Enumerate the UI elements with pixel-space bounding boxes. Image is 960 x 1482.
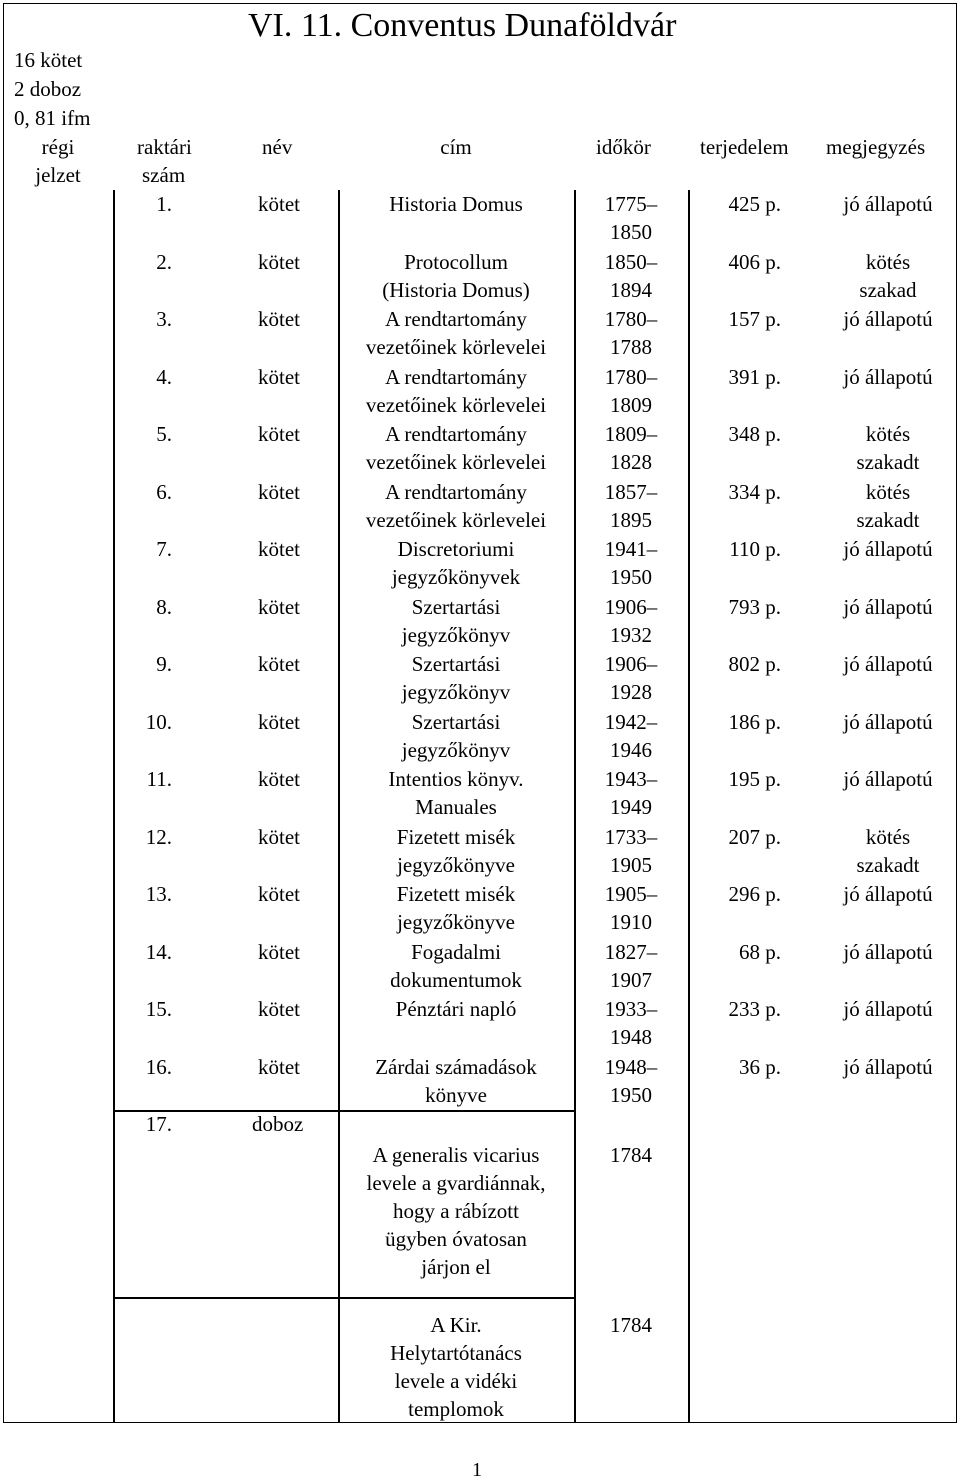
row-title-line: A rendtartomány xyxy=(385,479,527,504)
row-period-line: 1950 xyxy=(610,565,652,589)
row-title-line: könyve xyxy=(425,1082,487,1107)
row-number: 12. xyxy=(145,824,172,849)
row-period-line: 1850 xyxy=(610,220,652,244)
box-item-title-line: Helytartótanács xyxy=(390,1341,522,1365)
row-remark-line: jó állapotú xyxy=(843,709,933,734)
summary-boxes: 2 doboz xyxy=(14,77,82,101)
row-title-line: Protocollum xyxy=(404,249,508,274)
row-remark-line: jó állapotú xyxy=(843,652,933,676)
row-remark-line: jó állapotú xyxy=(843,997,933,1021)
row-period-line: 1942– xyxy=(604,709,658,734)
row-title-line: jegyzőkönyv xyxy=(401,622,511,647)
row-extent: 334 p. xyxy=(728,479,781,504)
row-number: 5. xyxy=(156,422,172,446)
row-extent: 233 p. xyxy=(728,997,781,1021)
row-period-line: 1946 xyxy=(610,737,652,762)
box-unit-type: doboz xyxy=(252,1112,304,1136)
row-number: 11. xyxy=(146,767,172,791)
row-remark-line: kötés xyxy=(865,479,911,504)
row-title-line: vezetőinek körlevelei xyxy=(365,450,547,474)
row-remark-line: szakad xyxy=(859,277,917,302)
row-remark-line: kötés xyxy=(865,824,911,849)
row-period-line: 1809 xyxy=(610,392,652,417)
row-extent: 348 p. xyxy=(728,422,781,446)
header-remark: megjegyzés xyxy=(826,135,926,159)
row-period-line: 1828 xyxy=(610,450,652,474)
row-number: 7. xyxy=(156,537,172,561)
row-remark-line: szakadt xyxy=(856,507,920,532)
row-remark-line: jó állapotú xyxy=(843,1054,933,1079)
grid-line-vertical xyxy=(113,190,115,1422)
row-number: 2. xyxy=(156,249,172,274)
row-unit-type: kötet xyxy=(258,939,300,964)
box-item-title-line: A Kir. xyxy=(430,1313,482,1337)
header-period: időkör xyxy=(596,135,651,159)
row-unit-type: kötet xyxy=(258,537,300,561)
row-period-line: 1906– xyxy=(604,594,658,619)
row-title-line: Fizetett misék xyxy=(396,824,516,849)
row-remark-line: jó állapotú xyxy=(843,192,933,216)
row-title-line: vezetőinek körlevelei xyxy=(365,507,547,532)
row-number: 6. xyxy=(156,479,172,504)
row-title-line: A rendtartomány xyxy=(385,422,527,446)
row-extent: 793 p. xyxy=(728,594,781,619)
row-number: 15. xyxy=(145,997,172,1021)
page-number: 1 xyxy=(472,1459,482,1481)
row-title-line: Szertartási xyxy=(411,594,501,619)
row-title-line: Discretoriumi xyxy=(397,537,515,561)
row-number: 4. xyxy=(156,364,172,389)
row-period-line: 1780– xyxy=(604,364,658,389)
row-extent: 157 p. xyxy=(728,307,781,331)
row-title-line: jegyzőkönyvek xyxy=(391,565,521,589)
row-period-line: 1948– xyxy=(604,1054,658,1079)
row-unit-type: kötet xyxy=(258,824,300,849)
row-period-line: 1850– xyxy=(604,249,658,274)
row-number: 16. xyxy=(145,1054,172,1079)
box-item-title-line: hogy a rábízott xyxy=(393,1199,519,1223)
row-unit-type: kötet xyxy=(258,364,300,389)
row-title-line: Historia Domus xyxy=(389,192,523,216)
box-item-period: 1784 xyxy=(610,1313,652,1337)
row-period-line: 1910 xyxy=(610,910,652,934)
row-number: 14. xyxy=(145,939,172,964)
row-unit-type: kötet xyxy=(258,767,300,791)
row-unit-type: kötet xyxy=(258,709,300,734)
row-title-line: jegyzőkönyv xyxy=(401,737,511,762)
row-period-line: 1894 xyxy=(610,277,652,302)
row-period-line: 1932 xyxy=(610,622,652,647)
row-number: 8. xyxy=(156,594,172,619)
header-old-ref-2: jelzet xyxy=(35,163,81,187)
row-unit-type: kötet xyxy=(258,594,300,619)
row-title-line: jegyzőkönyv xyxy=(401,680,511,704)
row-extent: 802 p. xyxy=(728,652,781,676)
row-number: 3. xyxy=(156,307,172,331)
row-title-line: dokumentumok xyxy=(390,967,522,992)
box-item-title-line: ügyben óvatosan xyxy=(385,1227,527,1251)
row-title-line: Fizetett misék xyxy=(396,882,516,906)
grid-line-horizontal xyxy=(113,1110,574,1112)
row-extent: 110 p. xyxy=(729,537,781,561)
row-period-line: 1827– xyxy=(604,939,658,964)
row-period-line: 1895 xyxy=(610,507,652,532)
row-title-line: vezetőinek körlevelei xyxy=(365,335,547,359)
row-period-line: 1948 xyxy=(610,1025,652,1049)
row-remark-line: jó állapotú xyxy=(843,307,933,331)
box-item-title-line: levele a vidéki xyxy=(394,1369,518,1393)
row-unit-type: kötet xyxy=(258,652,300,676)
row-period-line: 1857– xyxy=(604,479,658,504)
row-title-line: Fogadalmi xyxy=(411,939,501,964)
row-remark-line: jó állapotú xyxy=(843,364,933,389)
row-number: 10. xyxy=(145,709,172,734)
row-title-line: Szertartási xyxy=(411,709,501,734)
header-old-ref-1: régi xyxy=(41,135,75,159)
row-unit-type: kötet xyxy=(258,249,300,274)
row-period-line: 1780– xyxy=(604,307,658,331)
row-period-line: 1905– xyxy=(604,882,658,906)
row-period-line: 1907 xyxy=(610,967,652,992)
row-unit-type: kötet xyxy=(258,479,300,504)
row-period-line: 1950 xyxy=(610,1082,652,1107)
box-item-title-line: járjon el xyxy=(421,1255,491,1279)
row-remark-line: jó állapotú xyxy=(843,767,933,791)
row-title-line: jegyzőkönyve xyxy=(397,910,515,934)
row-extent: 195 p. xyxy=(728,767,781,791)
box-item-period: 1784 xyxy=(610,1143,652,1167)
grid-line-vertical xyxy=(688,190,690,1422)
grid-line-horizontal xyxy=(113,1297,574,1299)
row-title-line: Manuales xyxy=(415,795,497,819)
header-name: név xyxy=(262,135,293,159)
header-storage-num-1: raktári xyxy=(137,135,192,159)
row-period-line: 1905 xyxy=(610,852,652,877)
row-extent: 186 p. xyxy=(728,709,781,734)
row-unit-type: kötet xyxy=(258,307,300,331)
row-title-line: (Historia Domus) xyxy=(382,277,530,302)
row-remark-line: kötés xyxy=(865,249,911,274)
row-extent: 207 p. xyxy=(728,824,781,849)
row-title-line: jegyzőkönyve xyxy=(397,852,515,877)
row-period-line: 1943– xyxy=(604,767,658,791)
row-remark-line: jó állapotú xyxy=(843,882,933,906)
header-extent: terjedelem xyxy=(700,135,789,159)
box-item-title-line: A generalis vicarius xyxy=(372,1143,540,1167)
row-period-line: 1733– xyxy=(604,824,658,849)
row-remark-line: jó állapotú xyxy=(843,939,933,964)
row-extent: 391 p. xyxy=(728,364,781,389)
row-unit-type: kötet xyxy=(258,997,300,1021)
summary-shelf-meters: 0, 81 ifm xyxy=(14,106,91,130)
row-period-line: 1928 xyxy=(610,680,652,704)
row-number: 9. xyxy=(156,652,172,676)
row-period-line: 1933– xyxy=(604,997,658,1021)
row-period-line: 1788 xyxy=(610,335,652,359)
box-item-title-line: levele a gvardiánnak, xyxy=(366,1171,546,1195)
row-remark-line: kötés xyxy=(865,422,911,446)
row-title-line: Intentios könyv. xyxy=(388,767,524,791)
row-unit-type: kötet xyxy=(258,1054,300,1079)
row-unit-type: kötet xyxy=(258,192,300,216)
row-extent: 296 p. xyxy=(728,882,781,906)
row-period-line: 1949 xyxy=(610,795,652,819)
row-unit-type: kötet xyxy=(258,422,300,446)
row-title-line: Pénztári napló xyxy=(395,997,517,1021)
row-period-line: 1941– xyxy=(604,537,658,561)
row-remark-line: jó állapotú xyxy=(843,537,933,561)
box-number: 17. xyxy=(145,1112,172,1136)
row-remark-line: jó állapotú xyxy=(843,594,933,619)
row-title-line: A rendtartomány xyxy=(385,364,527,389)
row-number: 1. xyxy=(156,192,172,216)
row-remark-line: szakadt xyxy=(856,852,920,877)
row-unit-type: kötet xyxy=(258,882,300,906)
row-extent: 68 p. xyxy=(739,939,781,964)
page-title: VI. 11. Conventus Dunaföldvár xyxy=(248,7,677,44)
header-title: cím xyxy=(440,135,472,159)
row-title-line: vezetőinek körlevelei xyxy=(365,392,547,417)
header-storage-num-2: szám xyxy=(142,163,186,187)
row-extent: 36 p. xyxy=(739,1054,781,1079)
row-remark-line: szakadt xyxy=(856,450,920,474)
row-extent: 406 p. xyxy=(728,249,781,274)
row-extent: 425 p. xyxy=(728,192,781,216)
row-period-line: 1775– xyxy=(604,192,658,216)
summary-volumes: 16 kötet xyxy=(14,48,83,72)
row-title-line: Zárdai számadások xyxy=(375,1054,537,1079)
row-period-line: 1906– xyxy=(604,652,658,676)
row-title-line: Szertartási xyxy=(411,652,501,676)
box-item-title-line: templomok xyxy=(408,1397,504,1421)
row-period-line: 1809– xyxy=(604,422,658,446)
row-title-line: A rendtartomány xyxy=(385,307,527,331)
row-number: 13. xyxy=(145,882,172,906)
